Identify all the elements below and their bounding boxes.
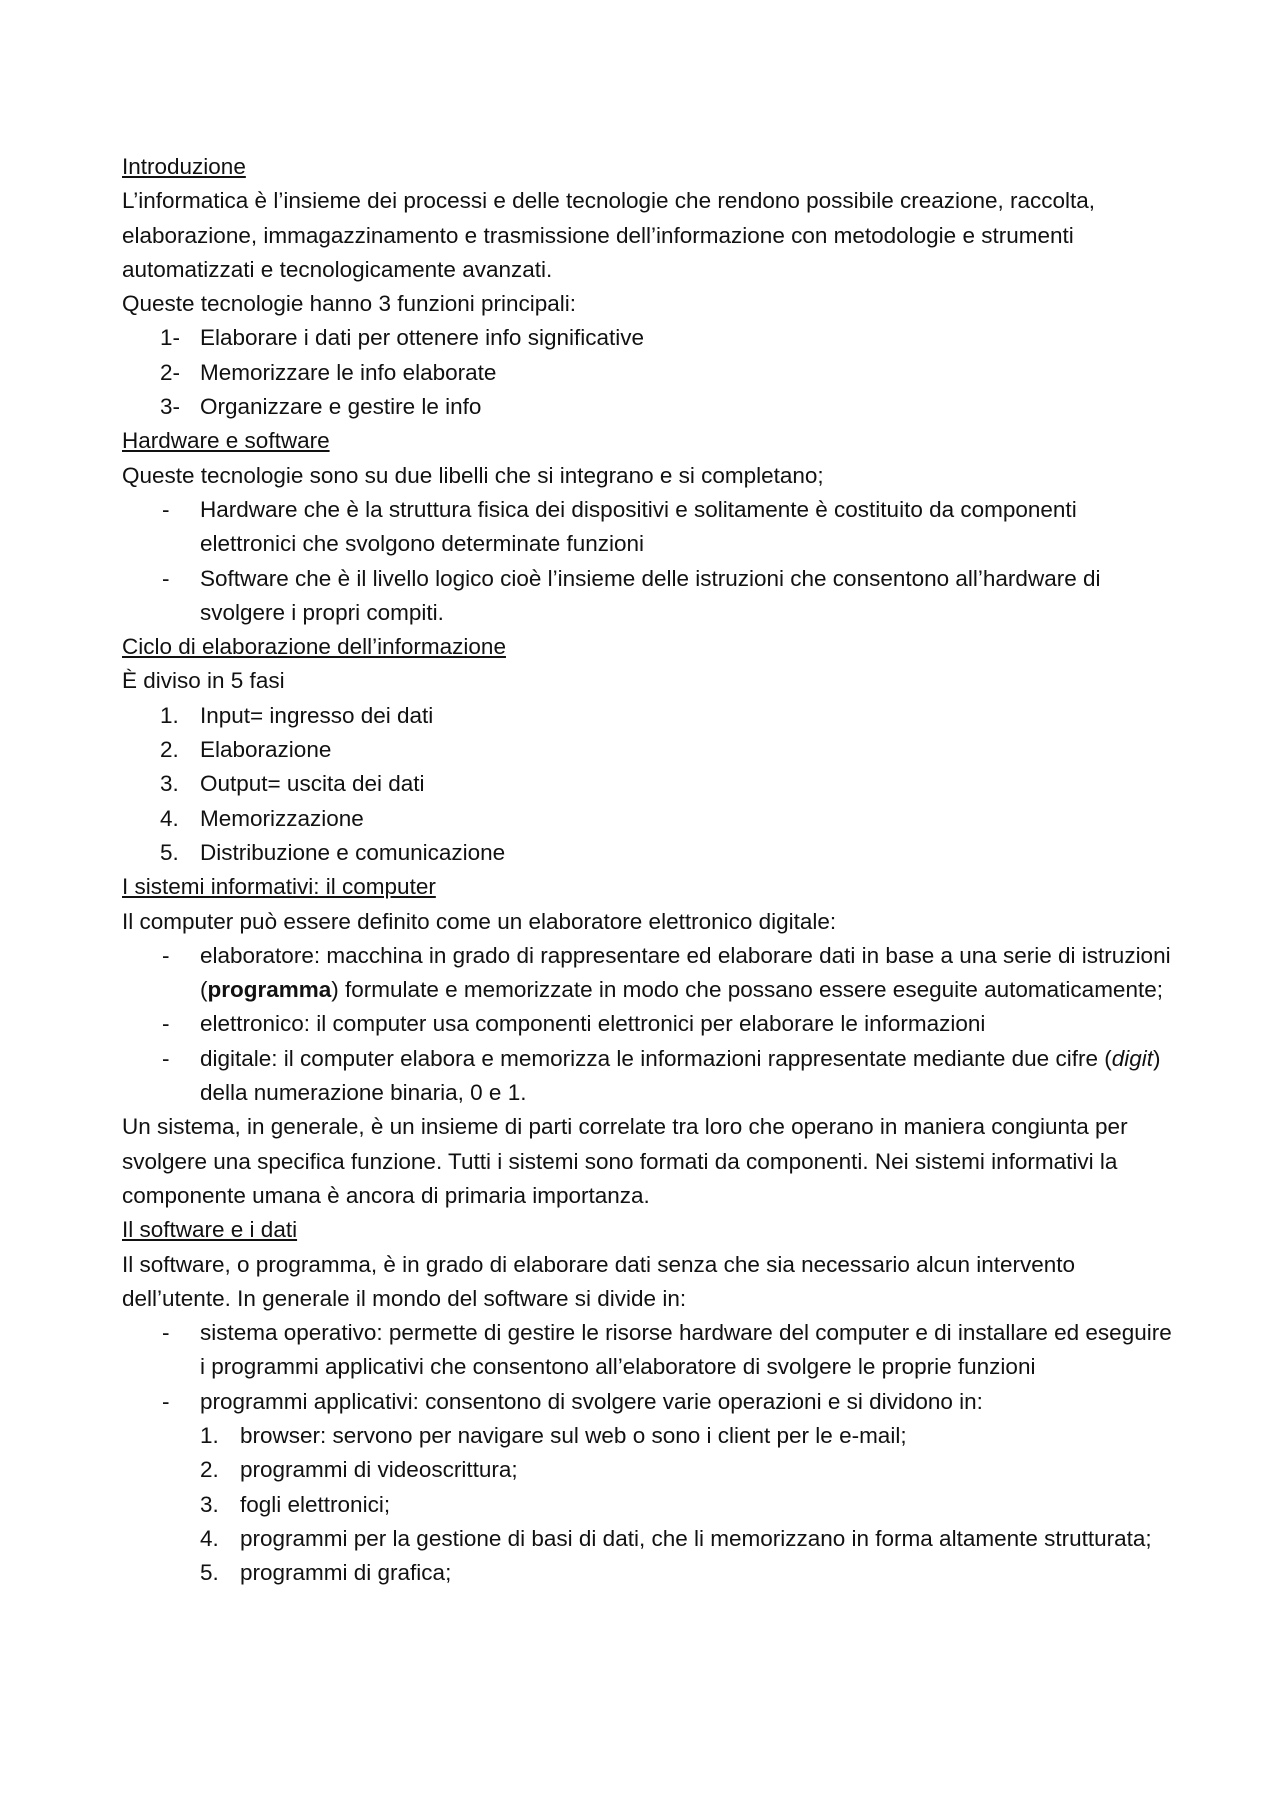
list-item: [122, 1316, 1172, 1385]
paragraph: Il computer può essere definito come un elaboratore elettronico digitale:: [122, 908, 837, 934]
list-marker: 5.: [200, 1560, 219, 1586]
applications-sublist: [122, 1419, 1172, 1590]
computer-definition-list: [122, 939, 1172, 1110]
paragraph: È diviso in 5 fasi: [122, 668, 285, 694]
list-item-text: Elaborare i dati per ottenere info significative: [200, 325, 645, 351]
list-item: [122, 562, 1172, 631]
heading-sistemi-informativi: I sistemi informativi: il computer: [122, 874, 436, 900]
list-item: [122, 1042, 1172, 1111]
list-marker: -: [162, 1045, 170, 1071]
list-item-text: Elaborazione: [200, 737, 332, 763]
list-marker: 2.: [160, 737, 179, 763]
list-item: [122, 356, 1172, 390]
list-marker: -: [162, 565, 170, 591]
list-marker: 3.: [200, 1491, 219, 1517]
list-marker: -: [162, 942, 170, 968]
list-item-text: programmi di videoscrittura;: [240, 1457, 518, 1483]
list-item: [122, 1385, 1172, 1419]
list-item-text: elettronico: il computer usa componenti elettronici per elaborare le informazioni: [200, 1011, 986, 1037]
list-item-text: Organizzare e gestire le info: [200, 394, 482, 420]
list-item: [122, 733, 1172, 767]
levels-list: [122, 493, 1172, 630]
functions-list: [122, 321, 1172, 424]
list-item: [122, 767, 1172, 801]
list-marker: 1.: [160, 702, 179, 728]
bold-term: programma: [207, 977, 332, 1003]
list-marker: 2-: [160, 359, 181, 385]
list-item-text: [200, 943, 1171, 1002]
text-run: digitale: il computer elabora e memorizza le informazioni rappresentate mediante due cifre (: [200, 1045, 1112, 1071]
list-item: [122, 802, 1172, 836]
list-item: [122, 390, 1172, 424]
document-page: [122, 150, 1172, 1590]
list-marker: -: [162, 496, 170, 522]
list-item-text: programmi di grafica;: [240, 1560, 452, 1586]
list-item-text: Memorizzare le info elaborate: [200, 359, 497, 385]
paragraph: Un sistema, in generale, è un insieme di parti correlate tra loro che operano in maniera congiunta per svolgere una specifica funzione. Tutti i sistemi sono formati da componenti. Nei sistemi informativi la componente umana è ancora di primaria importanza.: [122, 1114, 1128, 1208]
list-item: [122, 1488, 1172, 1522]
list-item: [122, 836, 1172, 870]
list-marker: 3-: [160, 394, 181, 420]
heading-introduzione: Introduzione: [122, 154, 246, 179]
italic-term: digit: [1111, 1045, 1153, 1071]
list-item-text: programmi per la gestione di basi di dati, che li memorizzano in forma altamente strutturata;: [240, 1525, 1152, 1551]
list-item-text: Output= uscita dei dati: [200, 771, 425, 797]
list-item: [122, 1419, 1172, 1453]
list-marker: -: [162, 1011, 170, 1037]
text-run: elaboratore: macchina in grado di rappresentare ed elaborare dati in base a una serie di istruzioni (: [200, 942, 1171, 1003]
phases-list: [122, 699, 1172, 870]
paragraph: Queste tecnologie hanno 3 funzioni principali:: [122, 291, 577, 317]
list-item: [122, 939, 1172, 1008]
software-types-list: [122, 1316, 1172, 1419]
list-item-text: Input= ingresso dei dati: [200, 702, 434, 728]
list-marker: -: [162, 1388, 170, 1414]
paragraph: L’informatica è l’insieme dei processi e delle tecnologie che rendono possibile creazione, raccolta, elaborazione, immagazzinamento e trasmissione dell’informazione con metodologie e strumenti automatizzati e tecnologicamente avanzati.: [122, 188, 1096, 282]
text-run: ) della numerazione binaria, 0 e 1.: [200, 1045, 1161, 1106]
list-item-text: Software che è il livello logico cioè l’insieme delle istruzioni che consentono all’hardware di svolgere i propri compiti.: [200, 565, 1101, 625]
list-item-text: Memorizzazione: [200, 805, 364, 831]
list-item-text: Distribuzione e comunicazione: [200, 839, 506, 865]
list-item-text: sistema operativo: permette di gestire le risorse hardware del computer e di installare ed eseguire i programmi applicativi che consentono all’elaboratore di svolgere le proprie funzioni: [200, 1320, 1172, 1380]
list-item: [122, 1556, 1172, 1590]
paragraph: Il software, o programma, è in grado di elaborare dati senza che sia necessario alcun intervento dell’utente. In generale il mondo del software si divide in:: [122, 1251, 1076, 1311]
paragraph: Queste tecnologie sono su due libelli che si integrano e si completano;: [122, 462, 824, 488]
list-marker: 5.: [160, 839, 179, 865]
list-marker: 4.: [200, 1525, 219, 1551]
list-item-text: [200, 1046, 1160, 1105]
list-item: [122, 699, 1172, 733]
list-marker: 3.: [160, 771, 179, 797]
list-marker: 1.: [200, 1422, 219, 1448]
list-marker: 1-: [160, 325, 181, 351]
list-marker: 4.: [160, 805, 179, 831]
list-item: [122, 1522, 1172, 1556]
list-item: [122, 493, 1172, 562]
text-run: ) formulate e memorizzate in modo che possano essere eseguite automaticamente;: [331, 977, 1163, 1003]
list-item-text: browser: servono per navigare sul web o sono i client per le e-mail;: [240, 1422, 907, 1448]
list-item-text: fogli elettronici;: [240, 1491, 391, 1517]
list-item: [122, 1007, 1172, 1041]
list-item-text: programmi applicativi: consentono di svolgere varie operazioni e si dividono in:: [200, 1388, 983, 1414]
heading-hardware-software: Hardware e software: [122, 428, 330, 454]
list-item: [122, 321, 1172, 355]
heading-software-dati: Il software e i dati: [122, 1217, 298, 1243]
list-marker: -: [162, 1320, 170, 1346]
heading-ciclo-elaborazione: Ciclo di elaborazione dell’informazione: [122, 634, 506, 660]
list-marker: 2.: [200, 1457, 219, 1483]
list-item: [122, 1453, 1172, 1487]
list-item-text: Hardware che è la struttura fisica dei dispositivi e solitamente è costituito da componenti elettronici che svolgono determinate funzioni: [200, 496, 1077, 557]
